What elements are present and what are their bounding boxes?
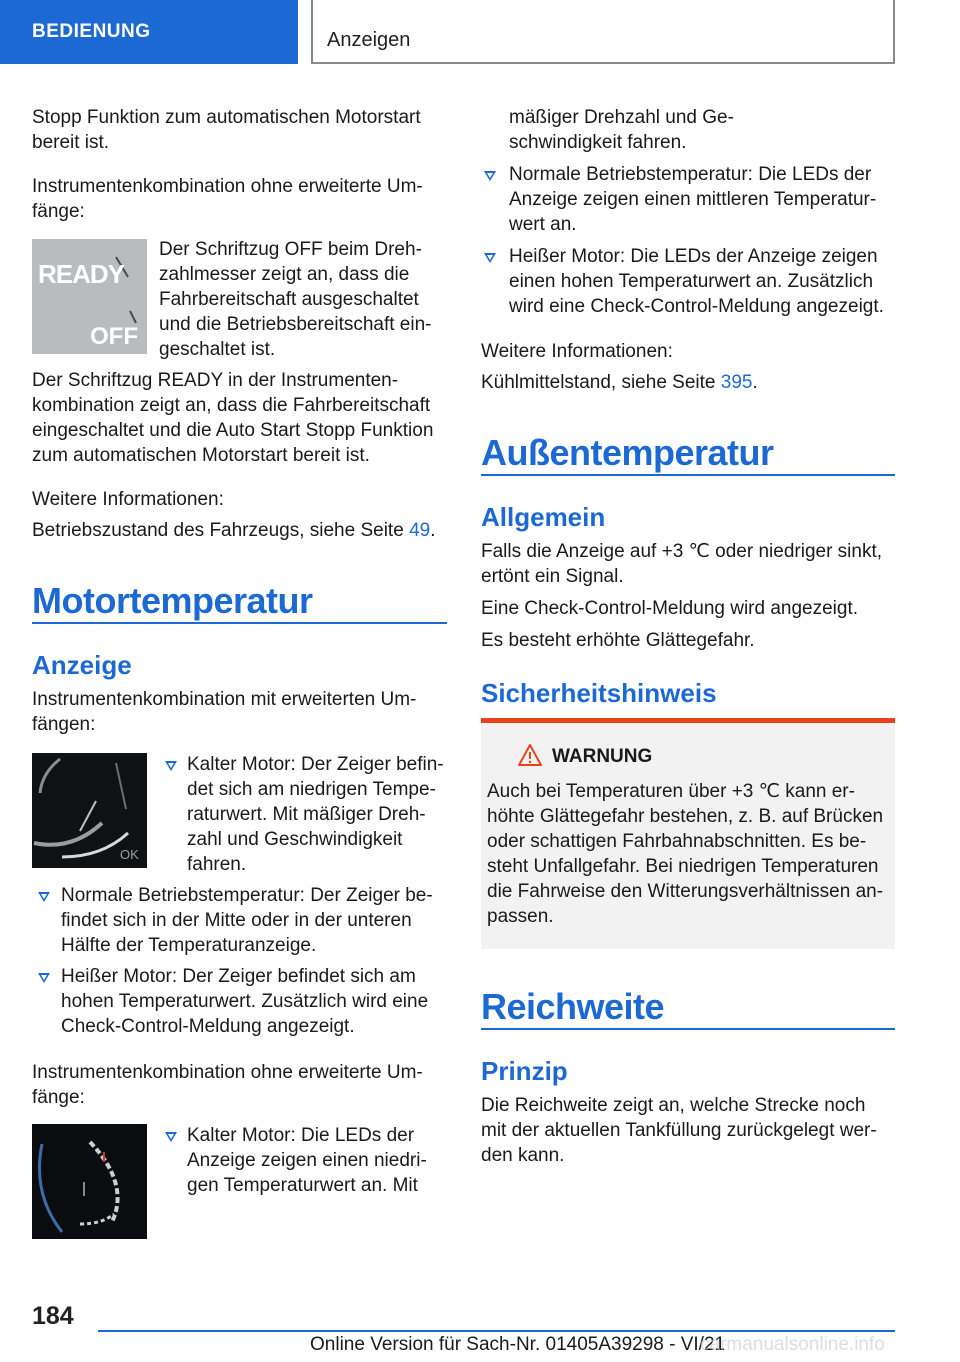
warning-line-3: oder schattigen Fahrbahnabschnitten. Es be- xyxy=(487,831,867,852)
bullet-2-line-2: findet sich in der Mitte oder in der unteren xyxy=(61,910,412,931)
bullet-icon xyxy=(165,761,177,771)
online-version-text: Online Version für Sach-Nr. 01405A39298 - VI/21 xyxy=(310,1334,726,1355)
prinzip-line-3: den kann. xyxy=(481,1145,565,1166)
bullet-6-line-3: wird eine Check-Control-Meldung angezeigt. xyxy=(509,296,884,317)
allgemein-line-2: ertönt ein Signal. xyxy=(481,566,624,587)
bullet-1-line-4: zahl und Geschwindigkeit xyxy=(187,829,403,850)
gauge-ok-label: OK xyxy=(120,847,139,862)
subheading-sicherheitshinweis: Sicherheitshinweis xyxy=(481,678,717,708)
heading-rule xyxy=(32,622,447,624)
bullet-3-line-2: hohen Temperaturwert. Zusätzlich wird eine xyxy=(61,991,429,1012)
temperature-gauge-image xyxy=(32,753,147,868)
led-graphic xyxy=(32,1124,147,1239)
bullet-4-line-1: Kalter Motor: Die LEDs der xyxy=(187,1125,415,1146)
cluster-basic-line-1: Instrumentenkombination ohne erweiterte Um- xyxy=(32,176,423,197)
cross-ref-1: Betriebszustand des Fahrzeugs, siehe Seite 49. xyxy=(32,520,436,541)
warning-line-2: höhte Glättegefahr bestehen, z. B. auf Brücken xyxy=(487,806,884,827)
bullet-5-line-1: Normale Betriebstemperatur: Die LEDs der xyxy=(509,164,872,185)
warning-line-4: steht Unfallgefahr. Bei niedrigen Temperaturen xyxy=(487,856,879,877)
intro-line-2: bereit ist. xyxy=(32,132,110,153)
watermark-text: carmanualsonline.info xyxy=(700,1334,885,1355)
bullet-4-cont-line-2: schwindigkeit fahren. xyxy=(509,132,687,153)
bullet-icon xyxy=(165,1132,177,1142)
bullet-4-line-2: Anzeige zeigen einen niedri- xyxy=(187,1150,427,1171)
ready-text-line-3: eingeschaltet und die Auto Start Stopp Funktion xyxy=(32,420,434,441)
bullet-2-line-3: Hälfte der Temperaturanzeige. xyxy=(61,935,317,956)
allgemein-line-3: Eine Check-Control-Meldung wird angezeigt. xyxy=(481,598,859,619)
bullet-2-line-1: Normale Betriebstemperatur: Der Zeiger be- xyxy=(61,885,433,906)
cluster-ext-line-2: fängen: xyxy=(32,714,96,735)
bullet-5-line-3: wert an. xyxy=(509,214,577,235)
prinzip-line-1: Die Reichweite zeigt an, welche Strecke noch xyxy=(481,1095,866,1116)
off-label: OFF xyxy=(90,323,138,350)
subheading-prinzip: Prinzip xyxy=(481,1056,568,1086)
bullet-6-line-2: einen hohen Temperaturwert an. Zusätzlich xyxy=(509,271,874,292)
heading-reichweite: Reichweite xyxy=(481,986,665,1027)
cluster-ext-line-1: Instrumentenkombination mit erweiterten Um- xyxy=(32,689,417,710)
chapter-tab: Anzeigen xyxy=(311,0,895,64)
warning-line-6: passen. xyxy=(487,906,554,927)
warning-line-1: Auch bei Temperaturen über +3 ℃ kann er- xyxy=(487,781,855,802)
intro-line-1: Stopp Funktion zum automatischen Motorstart xyxy=(32,107,421,128)
bullet-6-line-1: Heißer Motor: Die LEDs der Anzeige zeigen xyxy=(509,246,878,267)
off-text-line-3: Fahrbereitschaft ausgeschaltet xyxy=(159,289,419,310)
allgemein-line-1: Falls die Anzeige auf +3 ℃ oder niedriger sinkt, xyxy=(481,541,883,562)
page-number: 184 xyxy=(32,1302,74,1330)
allgemein-line-4: Es besteht erhöhte Glättegefahr. xyxy=(481,630,755,651)
bullet-3-line-1: Heißer Motor: Der Zeiger befindet sich am xyxy=(61,966,416,987)
cross-ref-2: Kühlmittelstand, siehe Seite 395. xyxy=(481,372,758,393)
page-link-49[interactable]: 49 xyxy=(409,520,431,541)
cluster-basic2-line-2: fänge: xyxy=(32,1087,85,1108)
warning-line-5: die Fahrweise den Witterungsverhältnissen an- xyxy=(487,881,884,902)
bullet-1-line-2: det sich am niedrigen Tempe- xyxy=(187,779,436,800)
ready-text-line-2: kombination zeigt an, dass die Fahrbereitschaft xyxy=(32,395,431,416)
off-text-line-2: zahlmesser zeigt an, dass die xyxy=(159,264,410,285)
page-link-395[interactable]: 395 xyxy=(720,372,753,393)
ready-text-line-1: Der Schriftzug READY in der Instrumenten- xyxy=(32,370,399,391)
heading-rule xyxy=(481,1028,895,1030)
bullet-1-line-5: fahren. xyxy=(187,854,247,875)
warning-triangle-icon xyxy=(518,744,542,766)
cross-ref-1-text: Betriebszustand des Fahrzeugs, siehe Seite xyxy=(32,520,410,541)
cross-ref-2-text: Kühlmittelstand, siehe Seite xyxy=(481,372,721,393)
led-gauge-image xyxy=(32,1124,147,1239)
footer-rule xyxy=(98,1330,895,1332)
heading-aussentemperatur: Außentemperatur xyxy=(481,432,774,473)
heading-rule xyxy=(481,474,895,476)
cluster-basic2-line-1: Instrumentenkombination ohne erweiterte Um- xyxy=(32,1062,423,1083)
bullet-icon xyxy=(484,253,496,263)
bullet-5-line-2: Anzeige zeigen einen mittleren Temperatur- xyxy=(509,189,877,210)
section-tab: BEDIENUNG xyxy=(0,0,298,64)
bullet-icon xyxy=(38,973,50,983)
heading-motortemperatur: Motortemperatur xyxy=(32,580,313,621)
bullet-icon xyxy=(38,892,50,902)
bullet-4-cont-line-1: mäßiger Drehzahl und Ge- xyxy=(509,107,734,128)
ready-label: READY xyxy=(38,259,125,289)
cluster-basic-line-2: fänge: xyxy=(32,201,85,222)
off-text-line-4: und die Betriebsbereitschaft ein- xyxy=(159,314,432,335)
subheading-anzeige: Anzeige xyxy=(32,650,132,680)
more-info-label-2: Weitere Informationen: xyxy=(481,341,673,362)
bullet-4-line-3: gen Temperaturwert an. Mit xyxy=(187,1175,418,1196)
bullet-1-line-3: raturwert. Mit mäßiger Dreh- xyxy=(187,804,426,825)
subheading-allgemein: Allgemein xyxy=(481,502,606,532)
ready-text-line-4: zum automatischen Motorstart bereit ist. xyxy=(32,445,370,466)
bullet-icon xyxy=(484,171,496,181)
more-info-label-1: Weitere Informationen: xyxy=(32,489,224,510)
off-text-line-1: Der Schriftzug OFF beim Dreh- xyxy=(159,239,422,260)
prinzip-line-2: mit der aktuellen Tankfüllung zurückgelegt wer- xyxy=(481,1120,877,1141)
bullet-3-line-3: Check-Control-Meldung angezeigt. xyxy=(61,1016,355,1037)
warning-title: WARNUNG xyxy=(552,746,653,767)
bullet-1-line-1: Kalter Motor: Der Zeiger befin- xyxy=(187,754,444,775)
ready-off-image xyxy=(32,239,147,354)
off-text-line-5: geschaltet ist. xyxy=(159,339,276,360)
